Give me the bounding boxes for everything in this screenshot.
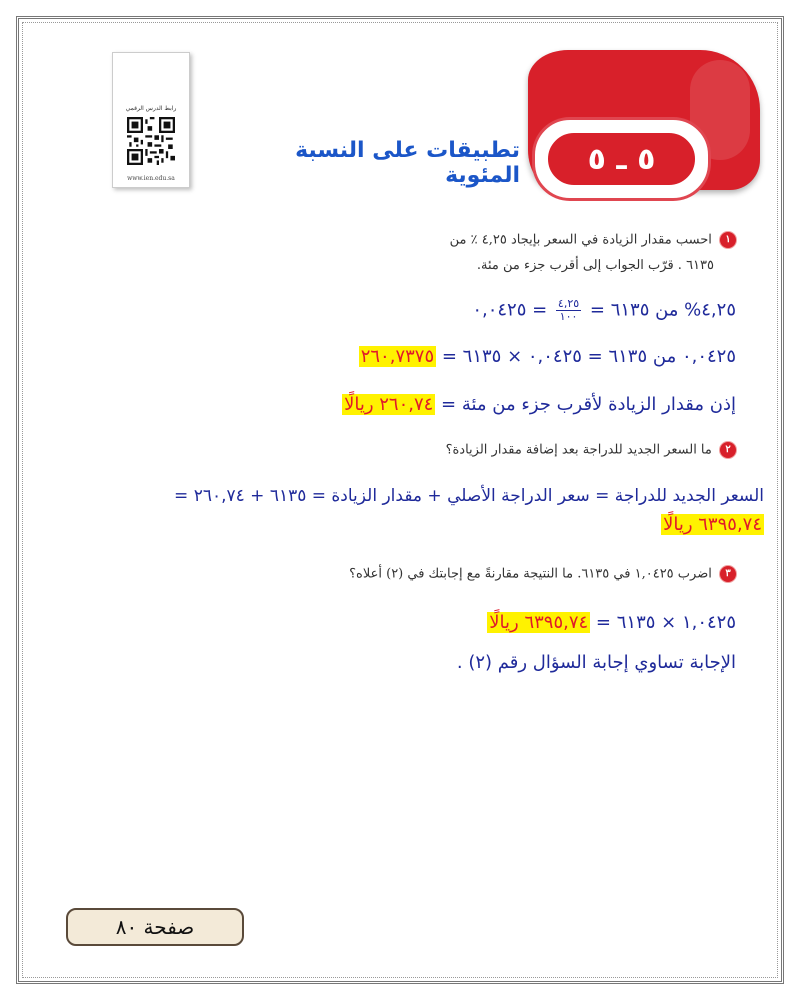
fraction [556, 298, 581, 323]
lesson-number: ٥ ـ ٥ [545, 130, 698, 188]
highlighted-result: ٢٦٠,٧٣٧٥ [360, 346, 435, 367]
answer-3-line-2: الإجابة تساوي إجابة السؤال رقم (٢) . [456, 652, 736, 673]
question-text: اضرب ١,٠٤٢٥ في ٦١٣٥. ما النتيجة مقارنةً مع إجابتك في (٢) أعلاه؟ [349, 566, 712, 582]
question-number-icon: ١ [720, 232, 736, 248]
answer-1-line-2 [359, 346, 736, 367]
answer-text: ٤,٢٥% من ٦١٣٥ = [589, 299, 736, 321]
question-1-line-2: ٦١٣٥ . قرّب الجواب إلى أقرب جزء من مئة. [476, 258, 714, 273]
question-text: ما السعر الجديد للدراجة بعد إضافة مقدار الزيادة؟ [445, 442, 712, 458]
page-number-label: صفحة ٨٠ [66, 908, 244, 946]
answer-1-line-1 [472, 298, 736, 323]
lesson-title: تطبيقات على النسبة المئوية [295, 138, 520, 188]
question-text: احسب مقدار الزيادة في السعر بإيجاد ٤,٢٥ ٪ من [449, 232, 712, 248]
question-1 [450, 232, 736, 248]
answer-text: ٠,٠٤٢٥ من ٦١٣٥ = ٠,٠٤٢٥ × ٦١٣٥ = [441, 346, 736, 367]
question-2 [446, 442, 736, 458]
answer-text: = ٠,٠٤٢٥ [472, 299, 548, 321]
fraction-numerator: ٤,٢٥ [557, 297, 580, 310]
highlighted-result: ٦٣٩٥,٧٤ ريالًا [489, 612, 589, 633]
fraction-denominator: ١٠٠ [559, 310, 578, 323]
highlighted-result: ٦٣٩٥,٧٤ ريالًا [663, 514, 762, 535]
question-number-icon: ٢ [720, 442, 736, 458]
answer-3-line-1 [487, 612, 736, 633]
answer-text: ١,٠٤٢٥ × ٦١٣٥ = [595, 612, 736, 633]
highlighted-result: ٢٦٠,٧٤ ريالًا [344, 394, 434, 415]
lesson-number-badge [535, 120, 708, 198]
qr-code-icon [127, 117, 175, 165]
qr-caption: رابط الدرس الرقمي [125, 105, 177, 112]
answer-2-line-2 [661, 514, 764, 535]
answer-text: إذن مقدار الزيادة لأقرب جزء من مئة = [441, 394, 736, 415]
answer-1-line-3 [342, 394, 736, 415]
question-3 [349, 566, 736, 582]
question-number-icon: ٣ [720, 566, 736, 582]
qr-url[interactable]: www.ien.edu.sa [127, 175, 175, 182]
qr-card[interactable] [112, 52, 190, 188]
answer-2-line-1: السعر الجديد للدراجة = سعر الدراجة الأصلي + مقدار الزيادة = ٦١٣٥ + ٢٦٠,٧٤ = [174, 486, 764, 506]
